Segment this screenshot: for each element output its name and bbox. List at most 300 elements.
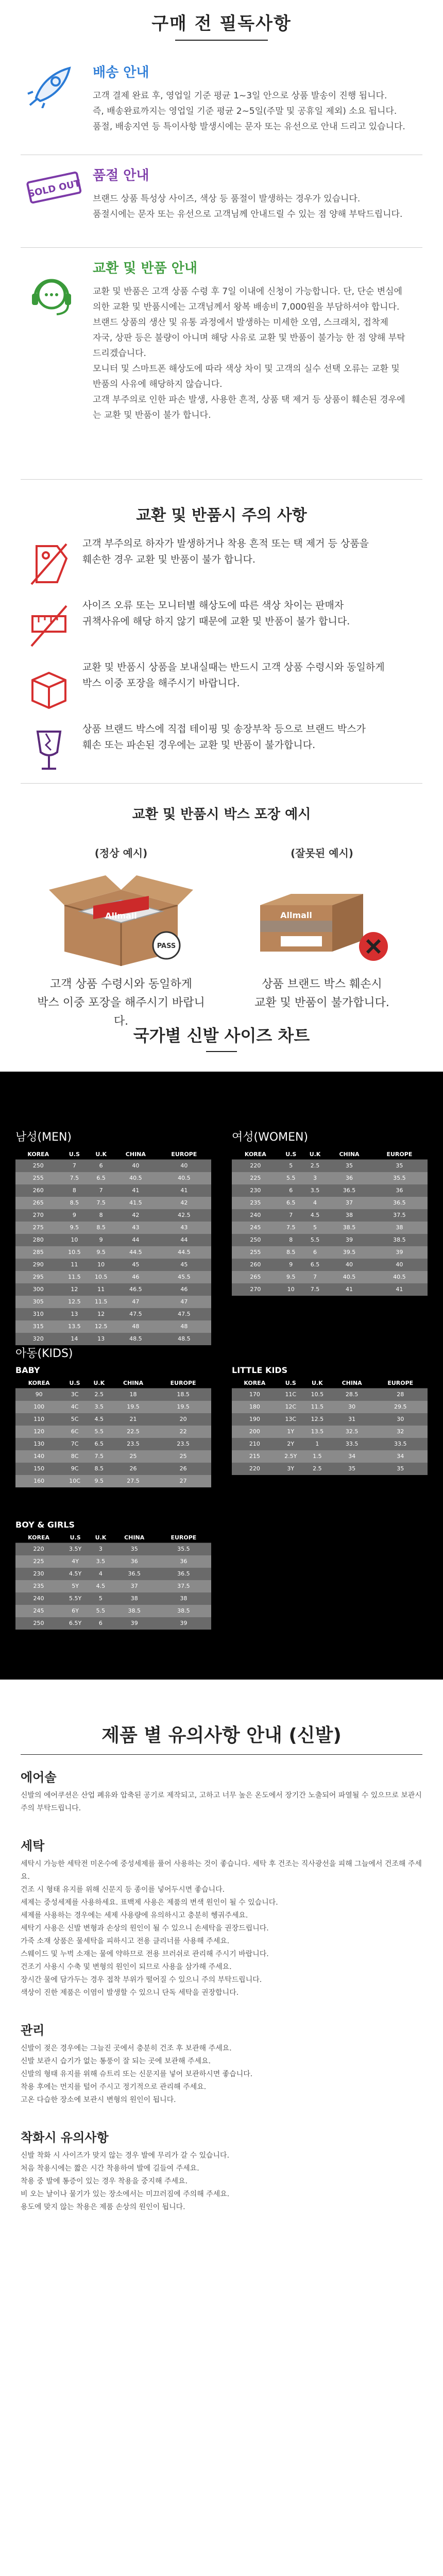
women-size-row <box>232 1283 428 1296</box>
women-size-row <box>232 1209 428 1222</box>
baby-size-row <box>15 1475 211 1487</box>
women-size-row <box>232 1259 428 1271</box>
little-size-cell: 33.5 <box>373 1438 428 1450</box>
boy-col-header: KOREA <box>15 1533 62 1543</box>
men-size-cell: 12.5 <box>88 1320 114 1333</box>
men-size-cell: 6 <box>88 1160 114 1172</box>
men-size-cell: 260 <box>15 1184 61 1197</box>
wearing-heading: 착화시 유의사항 <box>21 2130 109 2145</box>
women-size-cell: 40.5 <box>327 1271 371 1283</box>
baby-size-cell: 22 <box>155 1426 211 1438</box>
baby-size-cell: 90 <box>15 1388 62 1401</box>
men-size-row <box>15 1308 211 1320</box>
baby-col-header: U.S <box>62 1378 87 1388</box>
baby-size-cell: 120 <box>15 1426 62 1438</box>
caution-title: 교환 및 반품시 주의 사항 <box>136 506 307 524</box>
little-size-cell: 1Y <box>278 1426 304 1438</box>
women-size-cell: 7.5 <box>303 1283 327 1296</box>
men-size-cell: 275 <box>15 1222 61 1234</box>
baby-size-cell: 140 <box>15 1450 62 1463</box>
women-size-cell: 38.5 <box>371 1234 428 1246</box>
little-size-cell: 28 <box>373 1388 428 1401</box>
wash-heading: 세탁 <box>21 1839 45 1853</box>
men-size-cell: 40.5 <box>114 1172 157 1184</box>
delivery-line: 즉, 배송완료까지는 영업일 기준 평균 2~5일(주말 및 공휴일 제외) 소요 됩니다. <box>93 106 397 116</box>
men-size-row <box>15 1222 211 1234</box>
boy-size-cell: 38 <box>113 1592 156 1605</box>
women-size-cell: 6.5 <box>279 1197 303 1209</box>
box-brand-label: Allmall <box>280 910 312 920</box>
women-size-cell: 230 <box>232 1184 279 1197</box>
baby-size-row <box>15 1401 211 1413</box>
women-size-cell: 3 <box>303 1172 327 1184</box>
little-size-cell: 13.5 <box>304 1426 331 1438</box>
men-size-cell: 48 <box>114 1320 157 1333</box>
men-size-cell: 40 <box>114 1160 157 1172</box>
boy-size-cell: 240 <box>15 1592 62 1605</box>
boy-size-cell: 37.5 <box>156 1580 211 1592</box>
little-size-cell: 1 <box>304 1438 331 1450</box>
caution-item <box>0 721 443 753</box>
men-size-row <box>15 1197 211 1209</box>
wearing-line: 비 오는 날이나 물기가 있는 장소에서는 미끄러짐에 주의해 주세요. <box>21 2190 230 2198</box>
page-title: 구매 전 필독사항 <box>151 13 292 34</box>
men-size-row <box>15 1246 211 1259</box>
women-size-cell: 260 <box>232 1259 279 1271</box>
wash-line: 건조기 사용시 수축 및 변형의 원인이 되므로 사용을 삼가해 주세요. <box>21 1963 232 1971</box>
bad-example-tag: (잘못된 예시) <box>291 847 353 859</box>
women-size-cell: 240 <box>232 1209 279 1222</box>
men-size-cell: 265 <box>15 1197 61 1209</box>
exchange-heading: 교환 및 반품 안내 <box>93 261 197 276</box>
divider <box>21 479 422 480</box>
men-size-cell: 11 <box>88 1283 114 1296</box>
little-col-header: U.S <box>278 1378 304 1388</box>
exchange-line: 드리겠습니다. <box>93 348 146 359</box>
men-size-cell: 285 <box>15 1246 61 1259</box>
men-size-row <box>15 1333 211 1345</box>
care-line: 신발이 젖은 경우에는 그늘진 곳에서 충분히 건조 후 보관해 주세요. <box>21 2044 232 2053</box>
rocket-icon <box>26 62 77 108</box>
delivery-notice <box>0 62 443 134</box>
little-size-cell: 11.5 <box>304 1401 331 1413</box>
men-size-cell: 46 <box>114 1271 157 1283</box>
men-size-cell: 7 <box>61 1160 88 1172</box>
baby-size-cell: 100 <box>15 1401 62 1413</box>
care-line: 착용 후에는 먼지를 털어 주시고 정기적으로 관리해 주세요. <box>21 2083 207 2091</box>
little-size-cell: 180 <box>232 1401 278 1413</box>
little-size-cell: 29.5 <box>373 1401 428 1413</box>
care-list <box>0 2042 443 2107</box>
women-size-row <box>232 1271 428 1283</box>
baby-size-row <box>15 1388 211 1401</box>
divider <box>21 783 422 784</box>
women-size-cell: 35 <box>327 1160 371 1172</box>
women-size-cell: 5.5 <box>303 1234 327 1246</box>
women-size-cell: 40 <box>327 1259 371 1271</box>
baby-size-cell: 6.5 <box>87 1438 111 1450</box>
baby-size-cell: 22.5 <box>111 1426 155 1438</box>
baby-col-header: CHINA <box>111 1378 155 1388</box>
women-title: 여성(WOMEN) <box>232 1131 309 1144</box>
women-size-cell: 250 <box>232 1234 279 1246</box>
exchange-line: 교환 및 반품은 고객 상품 수령 후 7일 이내에 신청이 가능합니다. 단, 단순 변심에 <box>93 286 402 297</box>
taped-box-illustration <box>234 869 410 969</box>
baby-size-table-block <box>15 1365 211 1487</box>
exchange-line: 는 교환 및 반품이 불가 합니다. <box>93 410 211 420</box>
headset-icon <box>26 273 77 319</box>
bad-caption: 상품 브랜드 박스 훼손시 <box>262 978 382 991</box>
women-size-cell: 270 <box>232 1283 279 1296</box>
wearing-list <box>0 2149 443 2214</box>
boy-size-cell: 225 <box>15 1555 62 1568</box>
women-size-cell: 39.5 <box>327 1246 371 1259</box>
baby-col-header: KOREA <box>15 1378 62 1388</box>
men-size-cell: 9.5 <box>88 1246 114 1259</box>
women-col-header: KOREA <box>232 1149 279 1160</box>
men-size-cell: 300 <box>15 1283 61 1296</box>
boy-size-cell: 39 <box>113 1617 156 1630</box>
boy-size-cell: 5Y <box>62 1580 89 1592</box>
men-size-cell: 40.5 <box>157 1172 211 1184</box>
caution-item <box>0 598 443 630</box>
boy-size-cell: 4 <box>89 1568 113 1580</box>
women-size-cell: 7.5 <box>279 1222 303 1234</box>
women-col-header: U.S <box>279 1149 303 1160</box>
boy-size-cell: 3 <box>89 1543 113 1555</box>
men-size-cell: 7 <box>88 1184 114 1197</box>
little-size-cell: 30 <box>373 1413 428 1426</box>
divider <box>21 1754 422 1755</box>
baby-size-cell: 130 <box>15 1438 62 1450</box>
care-line: 신발 보관시 습기가 없는 통풍이 잘 되는 곳에 보관해 주세요. <box>21 2057 211 2065</box>
men-size-cell: 47.5 <box>114 1308 157 1320</box>
baby-size-cell: 18 <box>111 1388 155 1401</box>
little-size-cell: 2Y <box>278 1438 304 1450</box>
baby-size-row <box>15 1426 211 1438</box>
baby-size-cell: 4.5 <box>87 1413 111 1426</box>
little-size-cell: 12.5 <box>304 1413 331 1426</box>
wearing-line: 처음 착용시에는 짧은 시간 착용하여 발에 길들여 주세요. <box>21 2164 199 2173</box>
boy-size-cell: 38.5 <box>156 1605 211 1617</box>
soldout-line: 브랜드 상품 특성상 사이즈, 색상 등 품절이 발생하는 경우가 있습니다. <box>93 194 361 204</box>
men-size-cell: 8 <box>88 1209 114 1222</box>
men-size-cell: 48.5 <box>114 1333 157 1345</box>
women-size-cell: 38.5 <box>327 1222 371 1234</box>
wash-line: 스웨이드 및 누벅 소재는 물에 약하므로 전용 브러쉬로 관리해 주시기 바랍니다. <box>21 1950 269 1958</box>
boy-col-header: U.K <box>89 1533 113 1543</box>
women-size-cell: 37.5 <box>371 1209 428 1222</box>
ruler-icon <box>28 603 70 649</box>
baby-size-row <box>15 1450 211 1463</box>
airsole-heading: 에어솔 <box>21 1770 57 1785</box>
women-col-header: CHINA <box>327 1149 371 1160</box>
little-size-cell: 11C <box>278 1388 304 1401</box>
men-size-cell: 9.5 <box>61 1222 88 1234</box>
boy-size-cell: 245 <box>15 1605 62 1617</box>
box-example-title: 교환 및 반품시 박스 포장 예시 <box>132 807 311 822</box>
little-size-cell: 1.5 <box>304 1450 331 1463</box>
caution-text: 훼손 또는 파손된 경우에는 교환 및 반품이 불가합니다. <box>82 739 316 751</box>
wash-line: 세탁기 사용은 신발 변형과 손상의 원인이 될 수 있으니 손세탁을 권장드립니다. <box>21 1924 269 1933</box>
men-size-table <box>15 1149 211 1345</box>
men-col-header: U.S <box>61 1149 88 1160</box>
little-size-row <box>232 1450 428 1463</box>
little-size-row <box>232 1413 428 1426</box>
boy-size-cell: 6.5Y <box>62 1617 89 1630</box>
boy-size-cell: 6 <box>89 1617 113 1630</box>
wash-line: 건조 시 형태 유지를 위해 신문지 등 종이를 넣어두시면 좋습니다. <box>21 1886 225 1894</box>
women-size-cell: 220 <box>232 1160 279 1172</box>
little-col-header: KOREA <box>232 1378 278 1388</box>
men-size-cell: 42.5 <box>157 1209 211 1222</box>
boy-size-cell: 37 <box>113 1580 156 1592</box>
men-col-header: EUROPE <box>157 1149 211 1160</box>
baby-size-cell: 4C <box>62 1401 87 1413</box>
boy-size-cell: 36 <box>113 1555 156 1568</box>
men-size-cell: 8.5 <box>61 1197 88 1209</box>
little-size-cell: 210 <box>232 1438 278 1450</box>
soldout-notice <box>0 165 443 222</box>
pass-stamp-label: PASS <box>157 942 176 950</box>
women-size-table-block <box>232 1128 428 1296</box>
care-line: 고온 다습한 장소에 보관시 변형의 원인이 됩니다. <box>21 2096 176 2104</box>
boy-size-cell: 35 <box>113 1543 156 1555</box>
boy-size-cell: 36.5 <box>113 1568 156 1580</box>
baby-col-header: EUROPE <box>155 1378 211 1388</box>
caution-text: 박스 이중 포장을 해주시기 바랍니다. <box>82 677 240 689</box>
wash-line: 색상이 진한 제품은 이염이 발생할 수 있으니 단독 세탁을 권장합니다. <box>21 1989 239 1997</box>
men-size-cell: 48 <box>157 1320 211 1333</box>
little-size-cell: 31 <box>331 1413 373 1426</box>
men-size-cell: 7.5 <box>88 1197 114 1209</box>
exchange-line: 의한 교환 및 반품시에는 고객님께서 왕복 배송비 7,000원을 부담하셔야 합니다. <box>93 302 400 312</box>
women-size-cell: 38 <box>327 1209 371 1222</box>
women-size-cell: 265 <box>232 1271 279 1283</box>
boy-size-cell: 4.5Y <box>62 1568 89 1580</box>
men-size-cell: 14 <box>61 1333 88 1345</box>
title-underline <box>206 1051 237 1052</box>
boy-size-cell: 4.5 <box>89 1580 113 1592</box>
boy-size-cell: 5 <box>89 1592 113 1605</box>
boy-girls-size-table <box>15 1533 211 1630</box>
baby-size-row <box>15 1438 211 1450</box>
box-brand-label: Allmall <box>105 911 137 921</box>
men-size-row <box>15 1320 211 1333</box>
women-size-cell: 6 <box>303 1246 327 1259</box>
men-size-cell: 320 <box>15 1333 61 1345</box>
women-size-cell: 41 <box>371 1283 428 1296</box>
baby-size-cell: 19.5 <box>155 1401 211 1413</box>
wash-line: 가죽 소재 상품은 물세탁을 피하시고 전용 클리너를 사용해 주세요. <box>21 1937 230 1945</box>
women-size-cell: 9.5 <box>279 1271 303 1283</box>
baby-size-cell: 21 <box>111 1413 155 1426</box>
men-size-cell: 44 <box>114 1234 157 1246</box>
divider <box>21 247 422 248</box>
baby-size-cell: 110 <box>15 1413 62 1426</box>
men-size-cell: 270 <box>15 1209 61 1222</box>
men-size-cell: 46.5 <box>114 1283 157 1296</box>
women-size-cell: 37 <box>327 1197 371 1209</box>
little-size-cell: 34 <box>331 1450 373 1463</box>
women-size-cell: 35 <box>371 1160 428 1172</box>
boy-size-cell: 3.5Y <box>62 1543 89 1555</box>
little-size-cell: 32.5 <box>331 1426 373 1438</box>
men-size-row <box>15 1234 211 1246</box>
delivery-line: 품절, 배송지연 등 특이사항 발생시에는 문자 또는 유선으로 안내 드리고 있습니다. <box>93 122 405 132</box>
little-size-cell: 28.5 <box>331 1388 373 1401</box>
boy-col-header: EUROPE <box>156 1533 211 1543</box>
wash-line: 세탁시 가능한 세탁전 미온수에 중성세제를 풀어 사용하는 것이 좋습니다. 세탁 후 건조는 직사광선을 피해 그늘에서 건조해 주세요. <box>21 1860 422 1881</box>
baby-size-cell: 18.5 <box>155 1388 211 1401</box>
men-size-cell: 10.5 <box>88 1271 114 1283</box>
men-size-cell: 13 <box>61 1308 88 1320</box>
men-size-cell: 47.5 <box>157 1308 211 1320</box>
little-size-cell: 2.5 <box>304 1463 331 1475</box>
exchange-line: 반품의 사유에 해당하지 않습니다. <box>93 379 223 389</box>
men-size-cell: 45.5 <box>157 1271 211 1283</box>
little-size-cell: 34 <box>373 1450 428 1463</box>
exchange-notice <box>0 258 443 423</box>
little-col-header: CHINA <box>331 1378 373 1388</box>
women-size-row <box>232 1222 428 1234</box>
baby-size-cell: 27 <box>155 1475 211 1487</box>
little-size-cell: 200 <box>232 1426 278 1438</box>
boy-size-cell: 4Y <box>62 1555 89 1568</box>
little-size-cell: 13C <box>278 1413 304 1426</box>
boy-size-cell: 39 <box>156 1617 211 1630</box>
women-size-cell: 235 <box>232 1197 279 1209</box>
women-col-header: EUROPE <box>371 1149 428 1160</box>
wearing-line: 용도에 맞지 않는 착용은 제품 손상의 원인이 됩니다. <box>21 2203 185 2211</box>
men-size-cell: 44.5 <box>114 1246 157 1259</box>
little-size-cell: 3Y <box>278 1463 304 1475</box>
little-col-header: U.K <box>304 1378 331 1388</box>
delivery-heading: 배송 안내 <box>93 65 149 80</box>
women-size-cell: 6 <box>279 1184 303 1197</box>
title-underline <box>175 40 268 41</box>
boy-girls-title: BOY & GIRLS <box>15 1520 75 1530</box>
baby-size-cell: 3.5 <box>87 1401 111 1413</box>
women-size-cell: 7 <box>279 1209 303 1222</box>
shoe-care-title: 제품 별 유의사항 안내 (신발) <box>101 1725 342 1746</box>
men-size-cell: 310 <box>15 1308 61 1320</box>
little-size-cell: 35 <box>373 1463 428 1475</box>
baby-size-cell: 2.5 <box>87 1388 111 1401</box>
good-example <box>33 845 209 1031</box>
boy-size-cell: 5.5Y <box>62 1592 89 1605</box>
boy-size-cell: 36.5 <box>156 1568 211 1580</box>
men-size-cell: 40 <box>157 1160 211 1172</box>
caution-text: 상품 브랜드 박스에 직접 테이핑 및 송장부착 등으로 브랜드 박스가 <box>82 723 366 735</box>
little-size-row <box>232 1426 428 1438</box>
women-size-row <box>232 1197 428 1209</box>
men-size-cell: 13.5 <box>61 1320 88 1333</box>
women-size-cell: 39 <box>371 1246 428 1259</box>
women-col-header: U.K <box>303 1149 327 1160</box>
women-size-cell: 9 <box>279 1259 303 1271</box>
caution-item <box>0 536 443 568</box>
men-size-cell: 11 <box>61 1259 88 1271</box>
men-size-cell: 12.5 <box>61 1296 88 1308</box>
boy-girls-size-table-block <box>15 1520 211 1630</box>
baby-size-cell: 25 <box>155 1450 211 1463</box>
baby-size-cell: 10C <box>62 1475 87 1487</box>
boy-size-cell: 38.5 <box>113 1605 156 1617</box>
women-size-cell: 7 <box>303 1271 327 1283</box>
baby-size-row <box>15 1413 211 1426</box>
baby-size-cell: 8.5 <box>87 1463 111 1475</box>
men-size-cell: 11.5 <box>61 1271 88 1283</box>
men-size-cell: 47 <box>114 1296 157 1308</box>
men-size-row <box>15 1271 211 1283</box>
soldout-heading: 품절 안내 <box>93 168 149 183</box>
men-size-row <box>15 1160 211 1172</box>
women-size-cell: 36.5 <box>327 1184 371 1197</box>
soldout-line: 품절시에는 문자 또는 유선으로 고객님께 안내드릴 수 있는 점 양해 부탁드립니다. <box>93 209 403 219</box>
little-size-cell: 12C <box>278 1401 304 1413</box>
baby-size-cell: 23.5 <box>111 1438 155 1450</box>
women-size-cell: 2.5 <box>303 1160 327 1172</box>
men-title: 남성(MEN) <box>15 1131 72 1144</box>
little-size-cell: 170 <box>232 1388 278 1401</box>
boy-size-row <box>15 1592 211 1605</box>
size-chart-title: 국가별 신발 사이즈 차트 <box>133 1026 310 1045</box>
little-size-cell: 215 <box>232 1450 278 1463</box>
baby-size-cell: 23.5 <box>155 1438 211 1450</box>
women-size-cell: 40.5 <box>371 1271 428 1283</box>
men-size-cell: 280 <box>15 1234 61 1246</box>
delivery-line: 고객 결제 완료 후, 영업일 기준 평균 1~3일 안으로 상품 발송이 진행 됩니다. <box>93 91 387 101</box>
exchange-line: 고객 부주의로 인한 파손 발생, 사용한 흔적, 상품 택 제거 등 상품이 훼손된 경우에 <box>93 395 405 405</box>
women-size-cell: 35.5 <box>371 1172 428 1184</box>
men-size-cell: 290 <box>15 1259 61 1271</box>
little-size-cell: 35 <box>331 1463 373 1475</box>
men-col-header: KOREA <box>15 1149 61 1160</box>
men-size-cell: 315 <box>15 1320 61 1333</box>
boy-size-cell: 6Y <box>62 1605 89 1617</box>
double-box-illustration <box>33 869 209 969</box>
boy-size-row <box>15 1605 211 1617</box>
women-size-cell: 36 <box>371 1184 428 1197</box>
women-size-cell: 255 <box>232 1246 279 1259</box>
boy-col-header: U.S <box>62 1533 89 1543</box>
men-size-cell: 41 <box>114 1184 157 1197</box>
baby-col-header: U.K <box>87 1378 111 1388</box>
baby-size-cell: 8C <box>62 1450 87 1463</box>
women-size-cell: 225 <box>232 1172 279 1184</box>
baby-size-table <box>15 1378 211 1487</box>
care-line: 신발의 형태 유지를 위해 슈트리 또는 신문지를 넣어 보관하시면 좋습니다. <box>21 2070 253 2078</box>
good-caption: 고객 상품 수령시와 동일하게 <box>49 978 192 991</box>
caution-text: 훼손한 경우 교환 및 반품이 불가 합니다. <box>82 554 255 565</box>
women-size-cell: 36 <box>327 1172 371 1184</box>
exchange-line: 모니터 및 스마트폰 해상도에 따라 색상 차이 및 고객의 실수 선택 오류는 교환 및 <box>93 364 400 374</box>
men-col-header: CHINA <box>114 1149 157 1160</box>
baby-size-row <box>15 1463 211 1475</box>
little-size-row <box>232 1401 428 1413</box>
boy-size-row <box>15 1617 211 1630</box>
wearing-line: 신발 착화 시 사이즈가 맞지 않는 경우 발에 무리가 갈 수 있습니다. <box>21 2151 230 2160</box>
bad-example <box>234 845 410 1031</box>
men-size-cell: 7.5 <box>61 1172 88 1184</box>
women-size-cell: 8 <box>279 1234 303 1246</box>
boy-size-cell: 3.5 <box>89 1555 113 1568</box>
men-size-cell: 43 <box>114 1222 157 1234</box>
men-size-cell: 10.5 <box>61 1246 88 1259</box>
men-size-cell: 6.5 <box>88 1172 114 1184</box>
no-tag-icon <box>28 541 70 587</box>
